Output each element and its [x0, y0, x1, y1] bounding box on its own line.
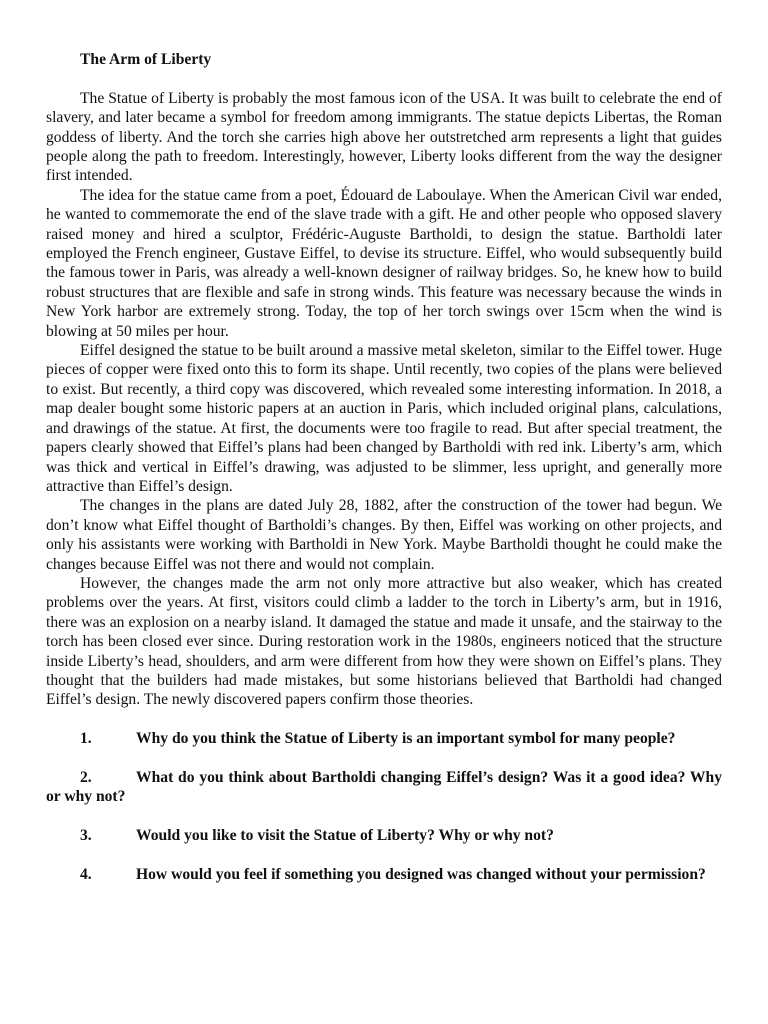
- question-number: 4.: [80, 865, 92, 883]
- body-paragraph: Eiffel designed the statue to be built around a massive metal skeleton, similar to the Eiffel tower. Huge pieces of copper were fixed onto this to form its shape. Until recently, two copies of the plans were believed to exist. But recently, a third copy was discovered, which revealed some interesting information. In 2018, a map dealer bought some historic papers at an auction in Paris, which included original plans, calculations, and drawings of the statue. At first, the documents were too fragile to read. But after special treatment, the papers clearly showed that Eiffel’s plans had been changed by Bartholdi with red ink. Liberty’s arm, which was thick and vertical in Eiffel’s drawing, was adjusted to be slimmer, less upright, and generally more attractive than Eiffel’s design.: [46, 342, 722, 495]
- question-list: [46, 729, 722, 884]
- body-paragraph: However, the changes made the arm not only more attractive but also weaker, which has created problems over the years. At first, visitors could climb a ladder to the torch in Liberty’s arm, but in 1916, there was an explosion on a nearby island. It damaged the statue and made it unsafe, and the stairway to the torch has been closed ever since. During restoration work in the 1980s, engineers noticed that the structure inside Liberty’s head, shoulders, and arm were different from how they were shown on Eiffel’s plans. They thought that the builders had made mistakes, but some historians believed that Bartholdi had changed Eiffel’s design. The newly discovered papers confirm those theories.: [46, 574, 722, 709]
- body-paragraph: The changes in the plans are dated July 28, 1882, after the construction of the tower had begun. We don’t know what Eiffel thought of Bartholdi’s changes. By then, Eiffel was working on other projects, and only his assistants were working with Bartholdi in New York. Maybe Bartholdi thought he could make the changes because Eiffel was not there and would not complain.: [46, 497, 722, 573]
- body-paragraph: The Statue of Liberty is probably the most famous icon of the USA. It was built to celebrate the end of slavery, and later became a symbol for freedom among immigrants. The statue depicts Libertas, the Roman goddess of liberty. And the torch she carries high above her outstretched arm represents a light that guides people along the path to freedom. Interestingly, however, Liberty looks different from the way the designer first intended.: [46, 89, 722, 185]
- question-text: Why do you think the Statue of Liberty is an important symbol for many people?: [136, 730, 676, 748]
- question-item: [46, 768, 722, 807]
- document-title: The Arm of Liberty: [80, 51, 212, 68]
- question-item: [46, 865, 722, 884]
- question-number: 2.: [80, 768, 92, 786]
- question-text: Would you like to visit the Statue of Liberty? Why or why not?: [136, 827, 554, 845]
- question-text: How would you feel if something you designed was changed without your permission?: [136, 865, 706, 883]
- document-page: [46, 50, 722, 904]
- question-item: [46, 826, 722, 845]
- question-number: 3.: [80, 827, 92, 845]
- body-paragraph: The idea for the statue came from a poet, Édouard de Laboulaye. When the American Civil war ended, he wanted to commemorate the end of the slave trade with a gift. He and other people who opposed slavery raised money and hired a sculptor, Frédéric-Auguste Bartholdi, to design the statue. Bartholdi later employed the French engineer, Gustave Eiffel, to devise its structure. Eiffel, who would subsequently build the famous tower in Paris, was already a well-known designer of railway bridges. So, he knew how to build robust structures that are flexible and safe in strong winds. This feature was necessary because the winds in New York harbor are extremely strong. Today, the top of her torch swings over 15cm when the wind is blowing at 50 miles per hour.: [46, 186, 722, 340]
- question-text: What do you think about Bartholdi changing Eiffel’s design? Was it a good idea? Why or why not?: [46, 768, 722, 806]
- question-item: [46, 729, 722, 748]
- question-number: 1.: [80, 730, 92, 748]
